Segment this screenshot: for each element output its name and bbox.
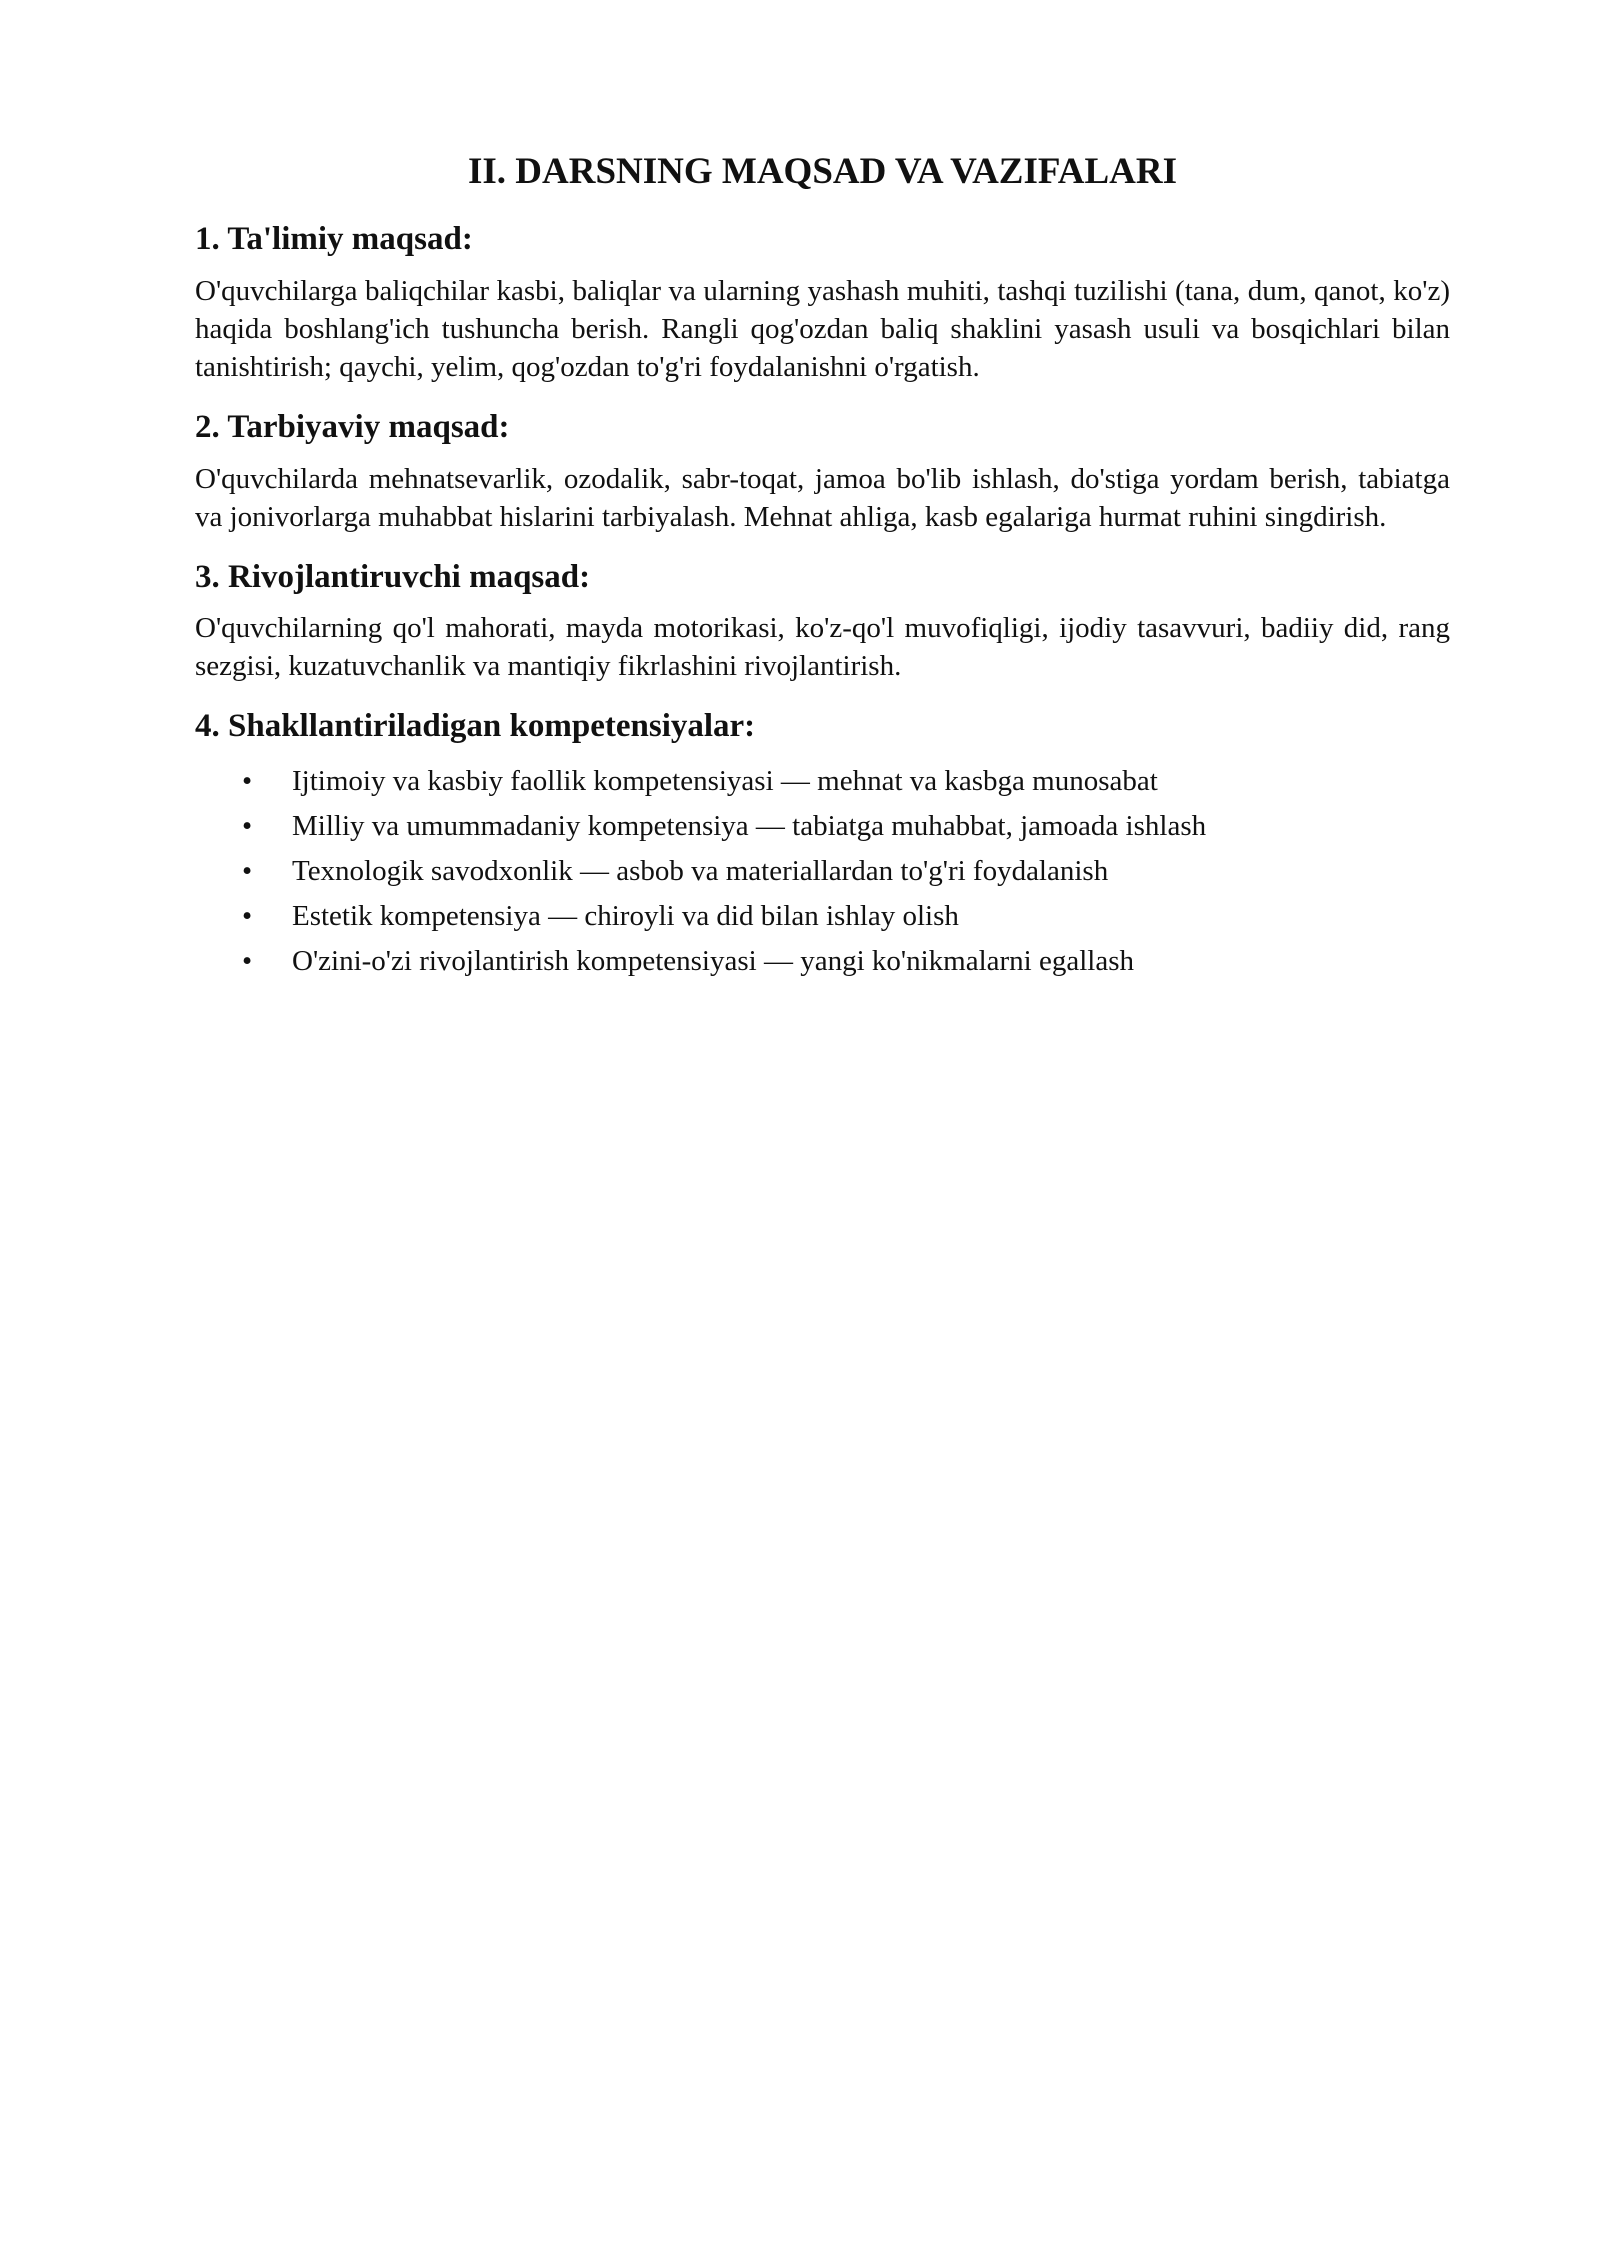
- list-item: [195, 894, 1450, 939]
- section-heading: 1. Ta'limiy maqsad:: [195, 221, 473, 258]
- section-paragraph: O'quvchilarning qo'l mahorati, mayda motorikasi, ko'z-qo'l muvofiqligi, ijodiy tasavvuri, badiiy did, rang sezgisi, kuzatuvchanlik va mantiqiy fikrlashini rivojlantirish.: [195, 612, 1450, 683]
- bullet-icon: •: [242, 899, 253, 932]
- document-title: II. DARSNING MAQSAD VA VAZIFALARI: [468, 151, 1177, 192]
- list-item-text: Texnologik savodxonlik — asbob va materiallardan to'g'ri foydalanish: [292, 854, 1109, 887]
- section-rivojlantiruvchi: [195, 558, 1450, 686]
- section-kompetensiyalar: [195, 707, 1450, 984]
- section-paragraph: O'quvchilarda mehnatsevarlik, ozodalik, sabr-toqat, jamoa bo'lib ishlash, do'stiga yordam berish, tabiatga va jonivorlarga muhabbat hislarini tarbiyalash. Mehnat ahliga, kasb egalariga hurmat ruhini singdirish.: [195, 462, 1450, 533]
- list-item-text: O'zini-o'zi rivojlantirish kompetensiyasi — yangi ko'nikmalarni egallash: [292, 944, 1134, 977]
- section-heading: 3. Rivojlantiruvchi maqsad:: [195, 558, 591, 595]
- document-page: [195, 150, 1450, 984]
- list-item: [195, 849, 1450, 894]
- section-heading: 4. Shakllantiriladigan kompetensiyalar:: [195, 708, 756, 745]
- section-talimiy: [195, 220, 1450, 386]
- list-item: [195, 759, 1450, 804]
- list-item-text: Estetik kompetensiya — chiroyli va did bilan ishlay olish: [292, 899, 959, 932]
- bullet-icon: •: [242, 764, 253, 797]
- competency-list: [195, 759, 1450, 984]
- list-item-text: Milliy va umummadaniy kompetensiya — tabiatga muhabbat, jamoada ishlash: [292, 809, 1207, 842]
- bullet-icon: •: [242, 809, 253, 842]
- bullet-icon: •: [242, 854, 253, 887]
- section-paragraph: O'quvchilarga baliqchilar kasbi, baliqlar va ularning yashash muhiti, tashqi tuzilishi (tana, dum, qanot, ko'z) haqida boshlang'ich tushuncha berish. Rangli qog'ozdan baliq shaklini yasash usuli va bosqichlari bilan tanishtirish; qaychi, yelim, qog'ozdan to'g'ri foydalanishni o'rgatish.: [195, 274, 1450, 383]
- list-item: [195, 804, 1450, 849]
- list-item-text: Ijtimoiy va kasbiy faollik kompetensiyasi — mehnat va kasbga munosabat: [292, 764, 1158, 797]
- section-tarbiyaviy: [195, 408, 1450, 536]
- list-item: [195, 939, 1450, 984]
- section-heading: 2. Tarbiyaviy maqsad:: [195, 408, 510, 445]
- bullet-icon: •: [242, 944, 253, 977]
